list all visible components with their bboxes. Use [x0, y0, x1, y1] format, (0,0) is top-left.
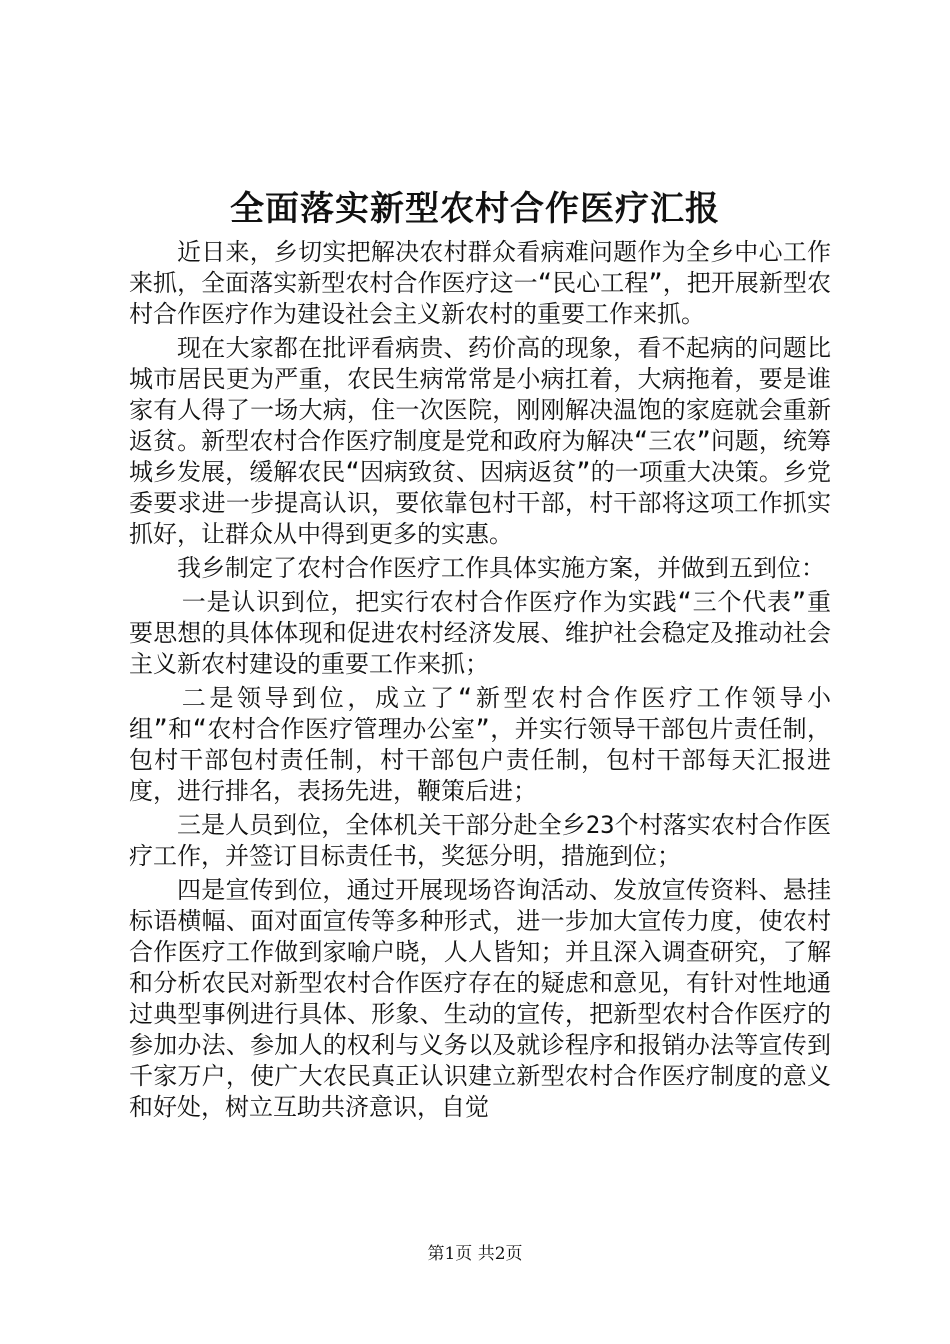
paragraph-problem: 现在大家都在批评看病贵、药价高的现象，看不起病的问题比城市居民更为严重，农民生病常常是小病扛着，大病拖着，要是谁家有人得了一场大病，住一次医院，刚刚解决温饱的家庭就会重新返贫。新型农村合作医疗制度是党和政府为解决“三农”问题，统筹城乡发展，缓解农民“因病致贫、因病返贫”的一项重大决策。乡党委要求进一步提高认识，要依靠包村干部，村干部将这项工作抓实抓好，让群众从中得到更多的实惠。: [129, 334, 831, 548]
document-body: [129, 237, 831, 1126]
paragraph-point-2: 二是领导到位，成立了“新型农村合作医疗工作领导小组”和“农村合作医疗管理办公室”，并实行领导干部包片责任制，包村干部包村责任制，村干部包户责任制，包村干部每天汇报进度，进行排名，表扬先进，鞭策后进；: [129, 684, 831, 805]
paragraph-point-3: 三是人员到位，全体机关干部分赴全乡23个村落实农村合作医疗工作，并签订目标责任书，奖惩分明，措施到位；: [129, 811, 831, 870]
paragraph-plan: 我乡制定了农村合作医疗工作具体实施方案，并做到五到位：: [177, 554, 825, 582]
page-indicator: 第1页 共2页: [427, 1244, 523, 1264]
paragraph-intro: 近日来，乡切实把解决农村群众看病难问题作为全乡中心工作来抓，全面落实新型农村合作医疗这一“民心工程”，把开展新型农村合作医疗作为建设社会主义新农村的重要工作来抓。: [129, 238, 831, 328]
document-title: 全面落实新型农村合作医疗汇报: [230, 189, 720, 229]
paragraph-point-4: 四是宣传到位，通过开展现场咨询活动、发放宣传资料、悬挂标语横幅、面对面宣传等多种形式，进一步加大宣传力度，使农村合作医疗工作做到家喻户晓，人人皆知；并且深入调查研究，了解和分析农民对新型农村合作医疗存在的疑虑和意见，有针对性地通过典型事例进行具体、形象、生动的宣传，把新型农村合作医疗的参加办法、参加人的权利与义务以及就诊程序和报销办法等宣传到千家万户，使广大农民真正认识建立新型农村合作医疗制度的意义和好处，树立互助共济意识，自觉: [129, 876, 831, 1121]
paragraph-point-1: 一是认识到位，把实行农村合作医疗作为实践“三个代表”重要思想的具体体现和促进农村经济发展、维护社会稳定及推动社会主义新农村建设的重要工作来抓；: [129, 588, 831, 678]
